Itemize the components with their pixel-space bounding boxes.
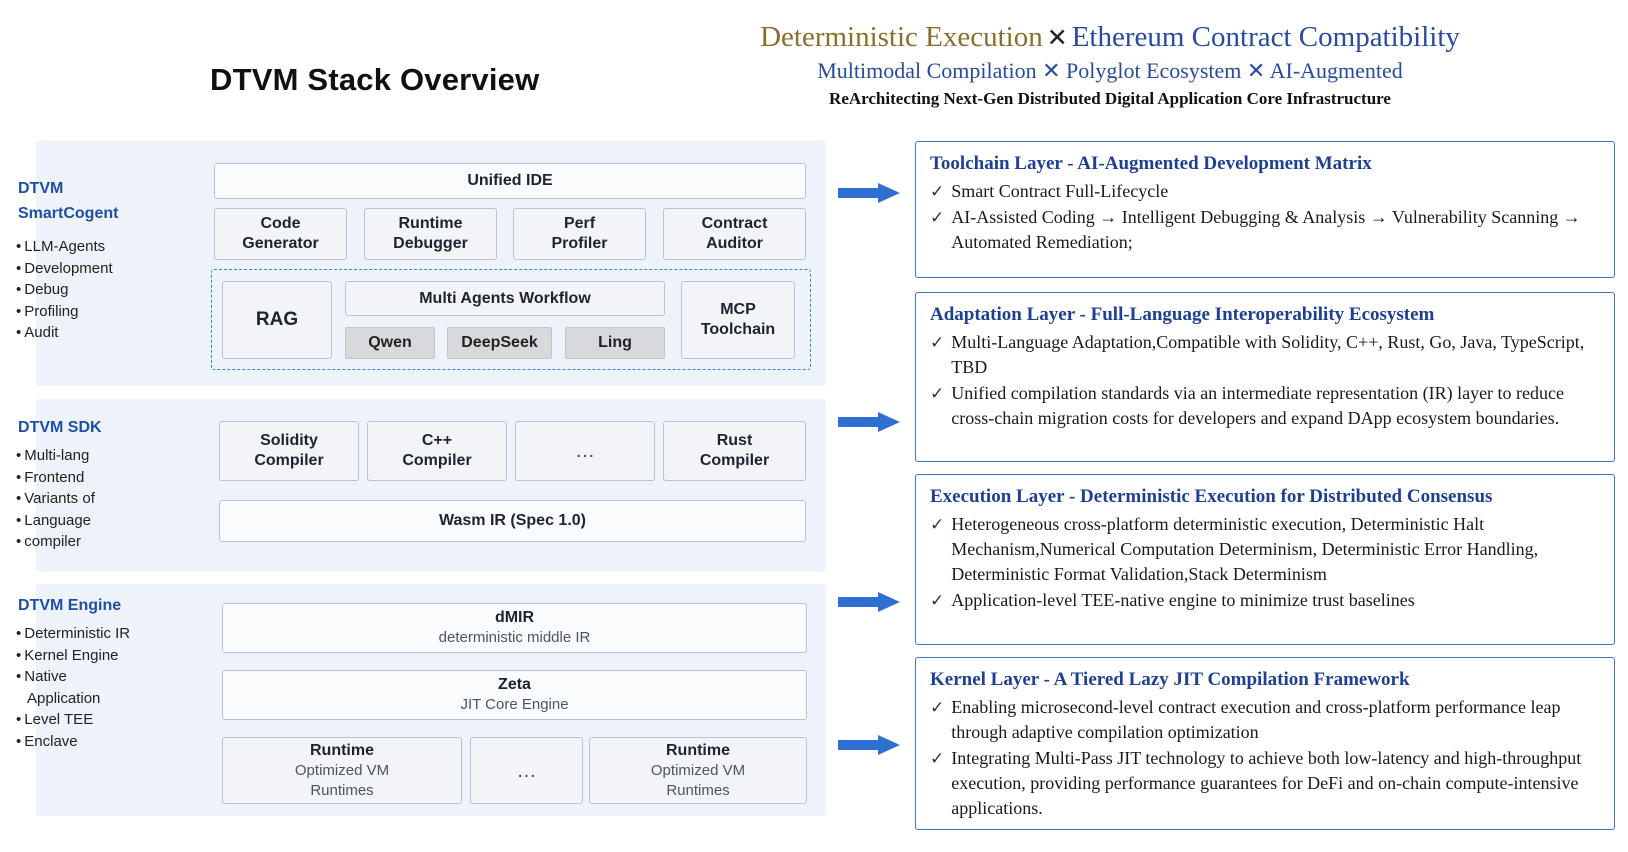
- bullet-item: • Audit: [16, 324, 59, 341]
- bullet-item: • Native: [16, 668, 67, 685]
- arrow-to-adaptation-layer: [838, 412, 900, 432]
- box-agent-qwen[interactable]: [345, 327, 435, 359]
- box-sdk-ellipsis: [515, 421, 655, 481]
- box-label-line1: Perf: [563, 215, 596, 232]
- tagline-line-3: ReArchitecting Next-Gen Distributed Digital Application Core Infrastructure: [829, 89, 1391, 108]
- group-label-smartcogent-line2: SmartCogent: [18, 205, 119, 222]
- box-agent-ling[interactable]: [565, 327, 665, 359]
- card-adaptation-layer[interactable]: [915, 292, 1615, 462]
- tagline-line-1: [660, 20, 1560, 56]
- box-label: Multi Agents Workflow: [419, 289, 591, 307]
- card-list-item: [930, 179, 1600, 204]
- box-label-sub1: Optimized VM: [650, 761, 746, 779]
- bullet-item: • Profiling: [16, 302, 79, 320]
- box-label-title: Runtime: [666, 741, 730, 759]
- box-label-line2: Auditor: [706, 235, 763, 252]
- check-icon: ✓: [930, 749, 945, 768]
- arrow-to-execution-layer: [838, 592, 900, 612]
- ellipsis-icon: …: [575, 440, 595, 462]
- box-solidity-compiler[interactable]: [219, 421, 359, 481]
- check-icon: ✓: [930, 698, 945, 717]
- box-mcp-toolchain[interactable]: [681, 281, 795, 359]
- card-kernel-layer[interactable]: [915, 657, 1615, 830]
- card-execution-layer[interactable]: [915, 474, 1615, 645]
- tagline-times-icon-1: ✕: [1046, 25, 1068, 52]
- card-list-item: [930, 381, 1600, 431]
- tagline-part-ethereum: Ethereum Contract Compatibility: [1071, 21, 1460, 53]
- box-code-generator[interactable]: [214, 208, 347, 260]
- box-label-sub2: Runtimes: [310, 781, 374, 799]
- box-runtime-ellipsis: [470, 737, 583, 804]
- box-unified-ide[interactable]: [214, 163, 806, 199]
- box-label: Unified IDE: [467, 172, 553, 189]
- check-icon: ✓: [930, 182, 945, 201]
- box-rag[interactable]: [222, 281, 332, 359]
- card-item-text: Heterogeneous cross-platform deterministic execution, Deterministic Halt Mechanism,Numerical Computation Determinism, Deterministic Error Handling, Deterministic Format Validation,Stack Determinism: [951, 514, 1539, 584]
- bullet-item: • LLM-Agents: [16, 238, 106, 255]
- bullet-item: • Frontend: [16, 468, 85, 486]
- box-label-line2: Profiler: [551, 235, 608, 252]
- bullet-item: • Debug: [16, 281, 69, 298]
- box-label: Qwen: [368, 334, 412, 351]
- card-list-item: [930, 588, 1600, 613]
- bullet-list-smartcogent: [16, 236, 176, 344]
- card-title: Adaptation Layer - Full-Language Interoperability Ecosystem: [930, 304, 1435, 325]
- card-item-text: Multi-Language Adaptation,Compatible with Solidity, C++, Rust, Go, Java, TypeScript, TBD: [951, 332, 1585, 377]
- bullet-item: • Development: [16, 259, 113, 277]
- card-list-item: [930, 205, 1600, 255]
- ellipsis-icon: …: [516, 759, 537, 782]
- arrow-to-toolchain-layer: [838, 183, 900, 203]
- box-label: Wasm IR (Spec 1.0): [438, 512, 586, 529]
- box-multi-agents-workflow[interactable]: [345, 281, 665, 316]
- box-label-title: Runtime: [310, 741, 374, 759]
- card-list-item: [930, 695, 1600, 745]
- box-label: DeepSeek: [461, 334, 538, 351]
- box-label-line2: Compiler: [402, 452, 472, 469]
- box-label-line1: Code: [260, 215, 301, 232]
- box-label-line2: Debugger: [393, 235, 468, 252]
- card-title: Kernel Layer - A Tiered Lazy JIT Compilation Framework: [930, 669, 1410, 690]
- arrow-to-kernel-layer: [838, 735, 900, 755]
- box-runtime-optimized-vm-left[interactable]: [222, 737, 462, 804]
- card-title: Toolchain Layer - AI-Augmented Development Matrix: [930, 153, 1372, 174]
- check-icon: ✓: [930, 591, 945, 610]
- card-item-text: Integrating Multi-Pass JIT technology to achieve both low-latency and high-throughput execution, providing performance guarantees for DeFi and on-chain compute-intensive applications.: [951, 748, 1582, 818]
- box-label-line1: C++: [421, 432, 453, 449]
- box-label-sub: deterministic middle IR: [438, 629, 591, 646]
- box-contract-auditor[interactable]: [663, 208, 806, 260]
- tagline-line-2: Multimodal Compilation ✕ Polyglot Ecosystem ✕ AI-Augmented: [817, 58, 1403, 83]
- bullet-item: • Level TEE: [16, 711, 94, 728]
- box-dmir[interactable]: [222, 603, 807, 653]
- card-item-text: Application-level TEE-native engine to minimize trust baselines: [951, 590, 1415, 610]
- box-label-line2: Generator: [242, 235, 319, 252]
- box-label-title: dMIR: [494, 609, 535, 626]
- page-title: DTVM Stack Overview: [210, 62, 540, 97]
- card-item-text: Enabling microsecond-level contract execution and cross-platform performance leap through adaptive compilation optimization: [951, 697, 1561, 742]
- group-label-smartcogent-line1: DTVM: [18, 180, 64, 197]
- box-label-line2: Toolchain: [700, 321, 776, 338]
- card-list-item: [930, 512, 1600, 587]
- bullet-item: • Variants of: [16, 490, 95, 507]
- box-rust-compiler[interactable]: [663, 421, 806, 481]
- box-label-line1: Solidity: [260, 432, 318, 449]
- bullet-list-engine: [16, 623, 176, 752]
- box-label: RAG: [255, 309, 299, 330]
- card-title: Execution Layer - Deterministic Execution for Distributed Consensus: [930, 486, 1493, 507]
- bullet-item: • compiler: [16, 533, 81, 550]
- group-label-sdk: DTVM SDK: [18, 419, 102, 436]
- bullet-item: Application: [27, 689, 101, 707]
- box-agent-deepseek[interactable]: [447, 327, 552, 359]
- box-label-line1: Rust: [716, 432, 753, 449]
- box-label-line2: Compiler: [254, 452, 324, 469]
- box-label-line1: Contract: [701, 215, 768, 232]
- card-item-text: Unified compilation standards via an intermediate representation (IR) layer to reduce cross-chain migration costs for developers and expand DApp ecosystem boundaries.: [951, 383, 1565, 428]
- bullet-item: • Enclave: [16, 732, 78, 750]
- card-toolchain-layer[interactable]: [915, 141, 1615, 278]
- bullet-item: • Language: [16, 511, 92, 529]
- box-wasm-ir[interactable]: [219, 500, 806, 542]
- tagline-block: [660, 20, 1560, 112]
- card-item-text: Smart Contract Full-Lifecycle: [951, 181, 1169, 201]
- box-zeta[interactable]: [222, 670, 807, 720]
- box-label-title: Zeta: [498, 676, 531, 693]
- check-icon: ✓: [930, 515, 945, 534]
- group-label-engine: DTVM Engine: [18, 597, 122, 614]
- box-runtime-optimized-vm-right[interactable]: [589, 737, 807, 804]
- box-label-sub2: Runtimes: [666, 781, 730, 799]
- box-label: Ling: [598, 334, 632, 351]
- box-cpp-compiler[interactable]: [367, 421, 507, 481]
- bullet-list-sdk: [16, 445, 176, 553]
- bullet-item: • Deterministic IR: [16, 625, 131, 642]
- check-icon: ✓: [930, 384, 945, 403]
- box-label-line2: Compiler: [699, 452, 770, 469]
- card-list-item: [930, 746, 1600, 821]
- box-runtime-debugger[interactable]: [364, 208, 497, 260]
- box-label-line1: MCP: [720, 301, 756, 318]
- card-item-text: AI-Assisted Coding → Intelligent Debugging & Analysis → Vulnerability Scanning → Automated Remediation;: [951, 207, 1581, 252]
- check-icon: ✓: [930, 333, 945, 352]
- bullet-item: • Multi-lang: [16, 447, 90, 464]
- bullet-item: • Kernel Engine: [16, 646, 119, 664]
- tagline-part-deterministic: Deterministic Execution: [760, 21, 1043, 53]
- box-label-sub1: Optimized VM: [294, 761, 390, 779]
- box-label-sub: JIT Core Engine: [460, 696, 569, 713]
- box-label-line1: Runtime: [398, 215, 463, 232]
- check-icon: ✓: [930, 208, 945, 227]
- card-list-item: [930, 330, 1600, 380]
- box-perf-profiler[interactable]: [513, 208, 646, 260]
